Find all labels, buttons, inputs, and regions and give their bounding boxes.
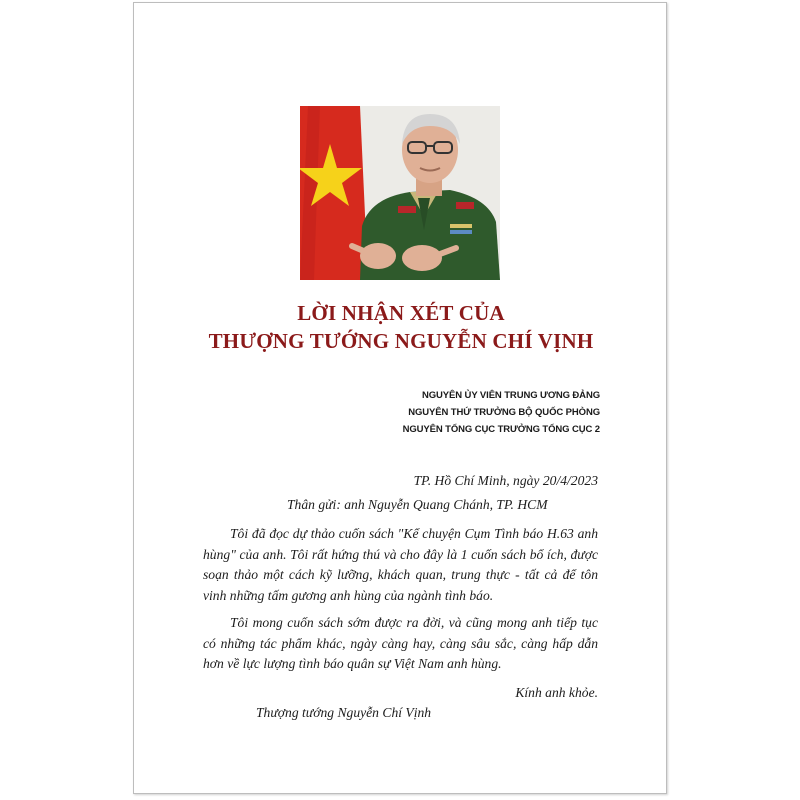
- credential-line: NGUYÊN ỦY VIÊN TRUNG ƯƠNG ĐẢNG: [421, 390, 600, 401]
- letter-paragraph: Tôi đã đọc dự thảo cuốn sách "Kể chuyện Cụm Tình báo H.63 anh hùng" của anh. Tôi rất hứng thú và cho đây là 1 cuốn sách bổ ích, được soạn thảo một cách kỹ lưỡng, khách quan, trung thực - tất cả để tôn vinh những tấm gương anh hùng của ngành tình báo.: [203, 526, 598, 603]
- letter-paragraph: Tôi mong cuốn sách sớm được ra đời, và cũng mong anh tiếp tục có những tác phẩm khác, ngày càng hay, càng sâu sắc, càng hấp dẫn hơn về lực lượng tình báo quân sự Việt Nam anh hùng.: [203, 615, 598, 671]
- page-title-line2: THƯỢNG TƯỚNG NGUYỄN CHÍ VỊNH: [208, 329, 594, 353]
- signature: Thượng tướng Nguyễn Chí Vịnh: [256, 705, 432, 720]
- greeting: Thân gửi: anh Nguyễn Quang Chánh, TP. HCM: [287, 496, 548, 512]
- portrait-photo: [300, 106, 500, 280]
- author-credentials: [403, 387, 600, 438]
- letter-body: [203, 471, 598, 724]
- place-date: TP. Hồ Chí Minh, ngày 20/4/2023: [413, 473, 598, 488]
- closing-line: Kính anh khỏe.: [515, 684, 598, 700]
- book-page: [133, 2, 667, 794]
- credential-line: NGUYÊN THỨ TRƯỞNG BỘ QUỐC PHÒNG: [408, 407, 600, 418]
- credential-line: NGUYÊN TỔNG CỤC TRƯỞNG TỔNG CỤC 2: [402, 424, 600, 435]
- page-title-line1: LỜI NHẬN XÉT CỦA: [297, 301, 505, 325]
